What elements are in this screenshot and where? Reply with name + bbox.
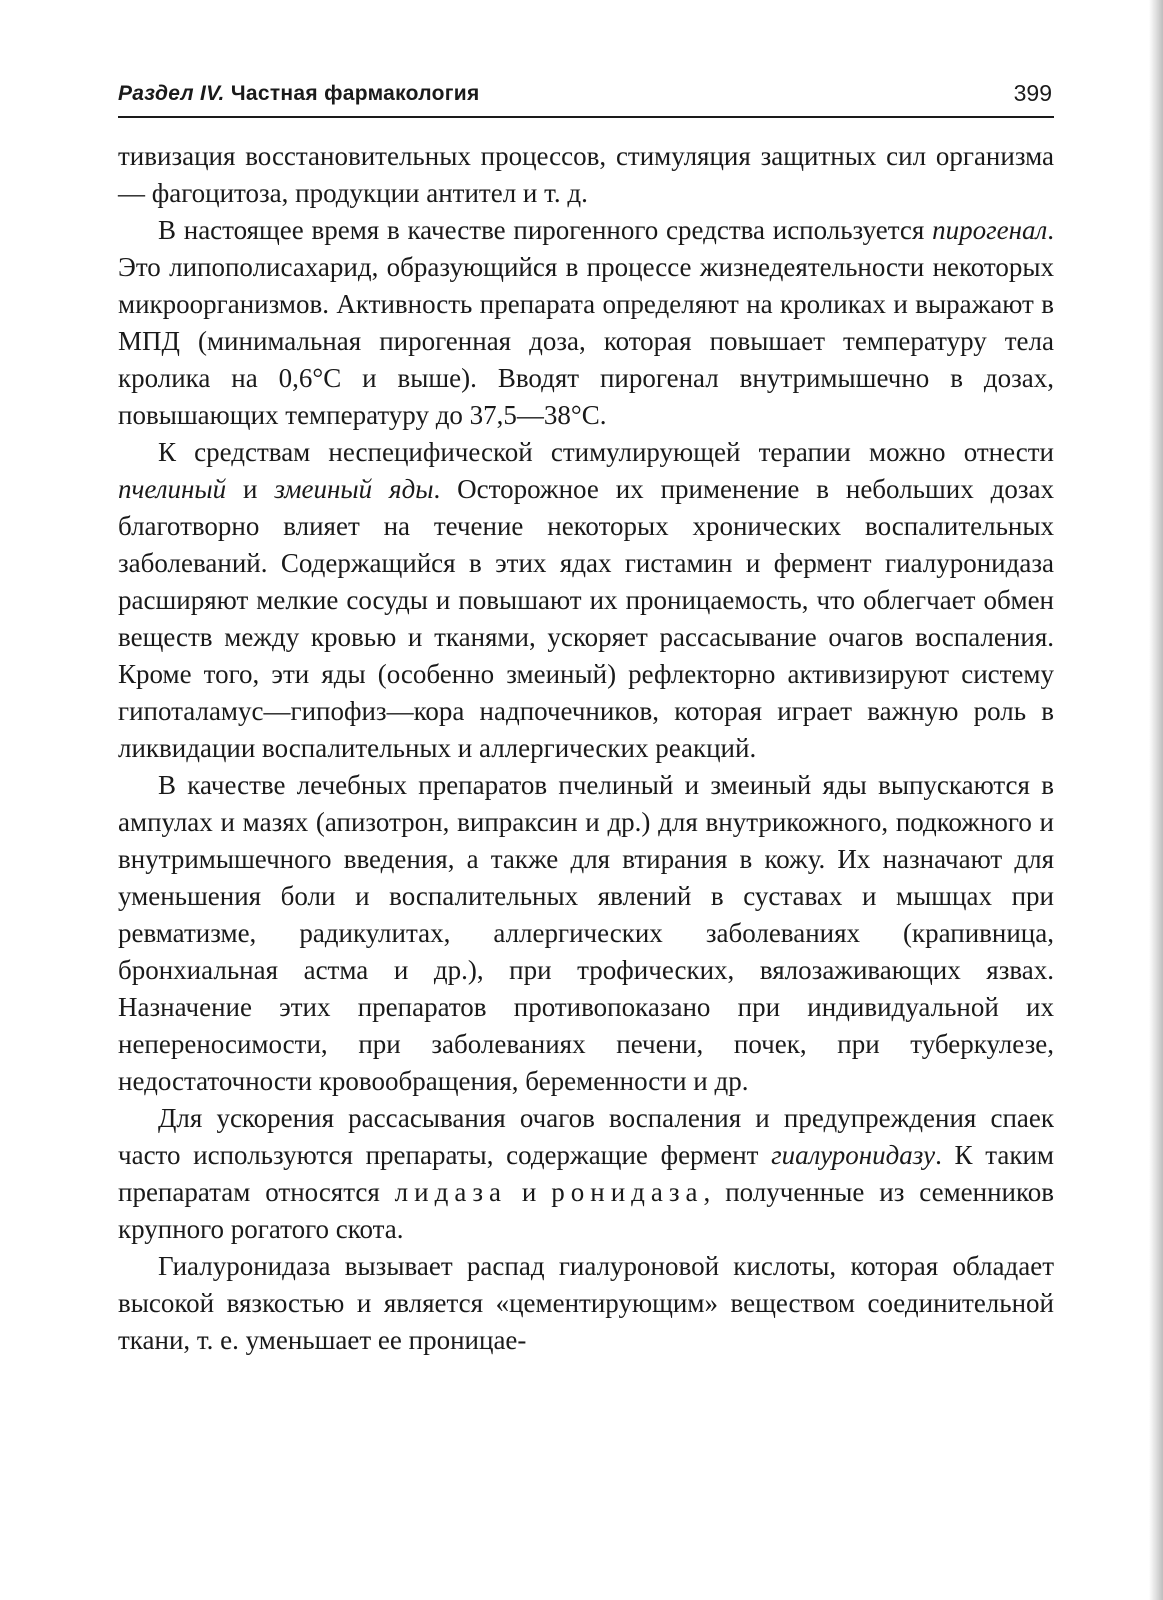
paragraph (118, 138, 1054, 212)
term-lidase: лидаза (394, 1177, 507, 1207)
text-run: и (226, 474, 275, 504)
text-run: . Это липополисахарид, образующийся в процессе жизнедеятельности некоторых микроорганизмов. Активность препарата определяют на кроликах и выражают в МПД (минимальная пирогенная доза, которая повышает температуру тела кролика на 0,6°С и выше). Вводят пирогенал внутримышечно в дозах, повышающих температуру до 37,5—38°С. (118, 215, 1054, 430)
section-number: Раздел IV. (118, 82, 225, 105)
term-snake-venom: змеиный яды (274, 474, 434, 504)
paragraph (118, 434, 1054, 767)
text-run: и (506, 1177, 552, 1207)
term-hyaluronidase: гиалуронидазу (771, 1140, 936, 1170)
running-header (118, 80, 1054, 118)
text-run: В качестве лечебных препаратов пчелиный и змеиный яды выпускаются в ампулах и мазях (апизотрон, випраксин и др.) для внутрикожного, подкожного и внутримышечного введения, а также для втирания в кожу. Их назначают для уменьшения боли и воспалительных явлений в суставах и мышцах при ревматизме, радикулитах, аллергических заболеваниях (крапивница, бронхиальная астма и др.), при трофических, вялозаживающих язвах. Назначение этих препаратов противопоказано при индивидуальной их непереносимости, при заболеваниях печени, почек, при туберкулезе, недостаточности кровообращения, беременности и др. (118, 770, 1054, 1096)
text-run: . К таким препаратам относятся (118, 1140, 1054, 1207)
text-run: К средствам неспецифической стимулирующей терапии можно отнести (158, 437, 1054, 467)
text-run: В настоящее время в качестве пирогенного средства используется (158, 215, 933, 245)
text-run: Для ускорения рассасывания очагов воспаления и предупреждения спаек часто используются препараты, содержащие фермент (118, 1103, 1054, 1170)
body-text (118, 138, 1054, 1359)
page-number: 399 (1013, 80, 1052, 106)
section-title (118, 82, 480, 106)
term-bee-venom: пчелиный (118, 474, 227, 504)
paragraph (118, 1100, 1054, 1248)
text-run: Гиалуронидаза вызывает распад гиалуроновой кислоты, которая обладает высокой вязкостью и является «цементирующим» веществом соединительной ткани, т. е. уменьшает ее проницае- (118, 1251, 1054, 1355)
text-run: тивизация восстановительных процессов, стимуляция защитных сил организма — фагоцитоза, продукции антител и т. д. (118, 141, 1054, 208)
page-edge-shadow (1149, 0, 1163, 1600)
paragraph (118, 212, 1054, 434)
term-ronidase: ронидаза (551, 1177, 704, 1207)
text-run: . Осторожное их применение в небольших дозах благотворно влияет на течение некоторых хронических воспалительных заболеваний. Содержащийся в этих ядах гистамин и фермент гиалуронидаза расширяют мелкие сосуды и повышают их проницаемость, что облегчает обмен веществ между кровью и тканями, ускоряет рассасывание очагов воспаления. Кроме того, эти яды (особенно змеиный) рефлекторно активизируют систему гипоталамус—гипофиз—кора надпочечников, которая играет важную роль в ликвидации воспалительных и аллергических реакций. (118, 474, 1054, 763)
section-name: Частная фармакология (224, 82, 480, 105)
text-run: , полученные из семенников крупного рогатого скота. (118, 1177, 1054, 1244)
paragraph (118, 1248, 1054, 1359)
paragraph (118, 767, 1054, 1100)
term-pyrogenal: пирогенал (932, 215, 1048, 245)
